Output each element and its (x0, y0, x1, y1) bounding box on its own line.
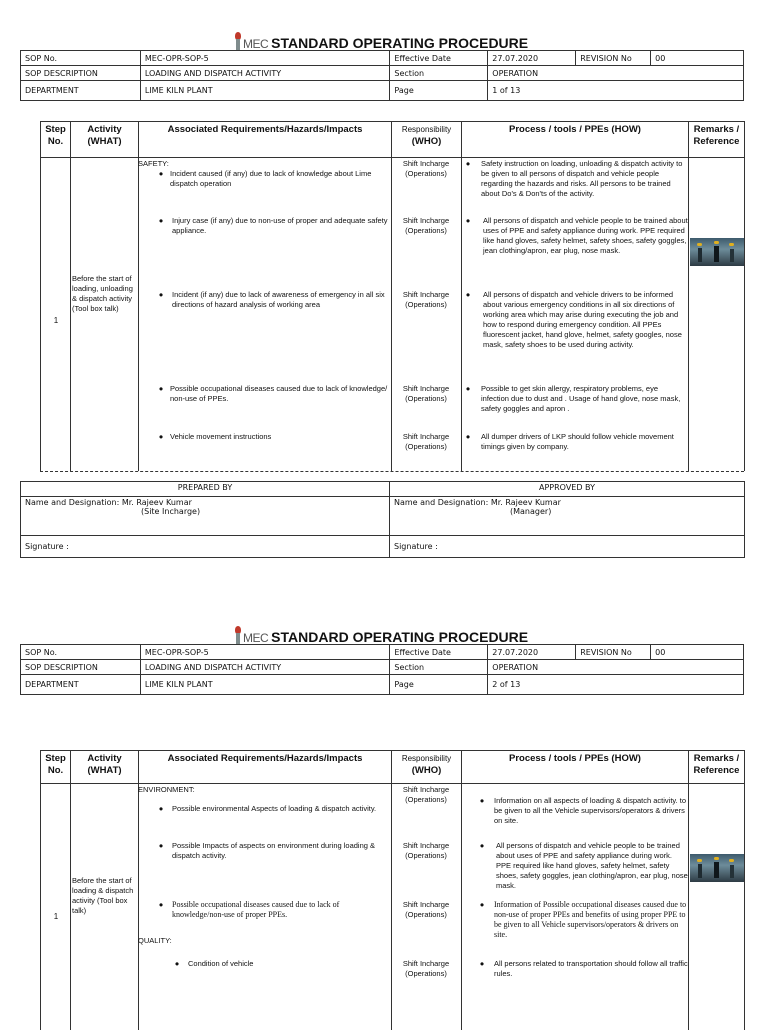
category-quality: QUALITY: (138, 936, 172, 946)
section-value: OPERATION (488, 660, 744, 675)
revision-label: REVISION No (576, 51, 651, 66)
sop-description-value: LOADING AND DISPATCH ACTIVITY (140, 66, 390, 81)
responsibility-text: Shift Incharge (Operations) (392, 384, 460, 404)
category-environment: ENVIRONMENT: (138, 785, 195, 795)
bullet-icon: ● (462, 384, 474, 414)
page-label: Page (390, 675, 488, 695)
activity-cell (71, 158, 139, 472)
document-title (234, 26, 528, 50)
revision-label: REVISION No (576, 645, 651, 660)
responsibility-cell (392, 784, 462, 1030)
bullet-icon: ● (476, 841, 488, 891)
company-logo: MEC (234, 32, 268, 50)
requirement-item: ● Vehicle movement instructions (155, 432, 391, 442)
department-value: LIME KILN PLANT (140, 81, 390, 101)
responsibility-cell (392, 158, 462, 472)
process-item: ● Information of Possible occupational diseases caused due to non-use of proper PPEs and benefits of using proper PPE to be given to all Vehicle supervisors/operators & drivers on site. (476, 900, 688, 940)
signoff-table (20, 481, 745, 558)
chimney-flame-icon (234, 626, 242, 644)
bullet-icon: ● (462, 290, 474, 350)
activity-text: Before the start of loading, unloading & dispatch activity (Tool box talk) (71, 274, 139, 314)
requirement-item: ● Possible environmental Aspects of loading & dispatch activity. (155, 804, 391, 814)
bullet-icon: ● (476, 900, 488, 940)
requirement-item: ● Possible occupational diseases caused due to lack of knowledge/non-use of proper PPEs. (155, 900, 391, 920)
sop-no-label: SOP No. (21, 51, 141, 66)
step-number: 1 (41, 912, 71, 922)
requirement-item: ● Possible Impacts of aspects on environment during loading & dispatch activity. (155, 841, 391, 861)
responsibility-text: Shift Incharge (Operations) (392, 159, 460, 179)
step-cell (41, 158, 71, 472)
approved-signature: Signature : (390, 536, 745, 558)
sop-description-value: LOADING AND DISPATCH ACTIVITY (140, 660, 390, 675)
process-item: ● All persons of dispatch and vehicle people to be trained about uses of PPE and safety appliance during work. PPE required like hand gloves, safety helmet, safety shoes, safety goggles, jean clothing/apron, ear plug, nose mask. (462, 216, 688, 256)
prepared-signature: Signature : (21, 536, 390, 558)
col-activity: Activity (WHAT) (71, 751, 139, 784)
sop-description-label: SOP DESCRIPTION (21, 660, 141, 675)
page-break-divider (40, 471, 744, 472)
bullet-icon: ● (476, 796, 488, 826)
section-label: Section (390, 66, 488, 81)
activity-text: Before the start of loading & dispatch activity (Tool box talk) (71, 876, 139, 916)
title-text: STANDARD OPERATING PROCEDURE (271, 630, 528, 644)
responsibility-text: Shift Incharge (Operations) (392, 959, 460, 979)
reference-photo (690, 238, 744, 266)
col-remarks: Remarks / Reference (689, 751, 745, 784)
col-process: Process / tools / PPEs (HOW) (462, 122, 689, 158)
process-item: ● Possible to get skin allergy, respiratory problems, eye infection due to dust and . Usage of hand glove, nose mask, safety goggles and apron . (462, 384, 688, 414)
col-requirements: Associated Requirements/Hazards/Impacts (139, 122, 392, 158)
page-value: 2 of 13 (488, 675, 744, 695)
reference-photo (690, 854, 744, 882)
step-cell (41, 784, 71, 1030)
process-item: ● All dumper drivers of LKP should follow vehicle movement timings given by company. (462, 432, 688, 452)
bullet-icon: ● (155, 804, 167, 814)
category-safety: SAFETY: (138, 159, 169, 169)
page-label: Page (390, 81, 488, 101)
page-value: 1 of 13 (488, 81, 744, 101)
requirement-item: ● Incident caused (if any) due to lack of knowledge about Lime dispatch operation (155, 169, 391, 189)
process-item: ● All persons of dispatch and vehicle drivers to be informed about various emergency conditions in all six directions of working area which may arise during executing the job and how to respond during emergency condition. All PPEs fluorescent jacket, hand glove, helmet, safety googles, nose mask, safety shoes to be used during activity. (462, 290, 688, 350)
col-responsibility: Responsibility (WHO) (392, 751, 462, 784)
process-item: ● Information on all aspects of loading & dispatch activity. to be given to all the Vehicle supervisors/operators & drivers on site. (476, 796, 688, 826)
col-remarks: Remarks / Reference (689, 122, 745, 158)
process-cell (462, 784, 689, 1030)
process-cell (462, 158, 689, 472)
requirement-item: ● Condition of vehicle (171, 959, 391, 969)
bullet-icon: ● (462, 216, 474, 256)
title-text: STANDARD OPERATING PROCEDURE (271, 36, 528, 50)
process-item: ● All persons of dispatch and vehicle people to be trained about uses of PPE and safety appliance during work. PPE required like hand gloves, safety helmet, safety shoes, safety goggles, jean clothing/apron, ear plug, nose mask. (476, 841, 688, 891)
effective-date-value: 27.07.2020 (488, 645, 576, 660)
department-label: DEPARTMENT (21, 81, 141, 101)
activity-cell (71, 784, 139, 1030)
remarks-cell (689, 784, 745, 1030)
bullet-icon: ● (171, 959, 183, 969)
sop-header-table (20, 50, 744, 101)
bullet-icon: ● (155, 841, 167, 861)
sop-header-table (20, 644, 744, 695)
revision-value: 00 (651, 645, 744, 660)
bullet-icon: ● (155, 432, 167, 442)
col-process: Process / tools / PPEs (HOW) (462, 751, 689, 784)
col-responsibility: Responsibility (WHO) (392, 122, 462, 158)
document-title (234, 620, 528, 644)
responsibility-text: Shift Incharge (Operations) (392, 900, 460, 920)
bullet-icon: ● (476, 959, 488, 979)
responsibility-text: Shift Incharge (Operations) (392, 216, 460, 236)
department-value: LIME KILN PLANT (140, 675, 390, 695)
process-item: ● Safety instruction on loading, unloading & dispatch activity to be given to all persons of dispatch and vehicle people regarding the hazards and risks. All persons to be trained about Do's & Don'ts of the activity. (462, 159, 688, 199)
effective-date-label: Effective Date (390, 51, 488, 66)
responsibility-text: Shift Incharge (Operations) (392, 432, 460, 452)
bullet-icon: ● (155, 900, 167, 920)
sop-no-label: SOP No. (21, 645, 141, 660)
requirements-cell (139, 784, 392, 1030)
prepared-by-name: Name and Designation: Mr. Rajeev Kumar (Site Incharge) (21, 497, 390, 536)
bullet-icon: ● (462, 432, 474, 452)
requirement-item: ● Incident (if any) due to lack of awareness of emergency in all six directions of hazard analysis of working area (155, 290, 391, 310)
bullet-icon: ● (155, 169, 167, 189)
approved-by-heading: APPROVED BY (390, 482, 745, 497)
prepared-by-heading: PREPARED BY (21, 482, 390, 497)
company-logo: MEC (234, 626, 268, 644)
sop-no-value: MEC-OPR-SOP-5 (140, 645, 390, 660)
effective-date-value: 27.07.2020 (488, 51, 576, 66)
col-step: Step No. (41, 122, 71, 158)
responsibility-text: Shift Incharge (Operations) (392, 785, 460, 805)
chimney-flame-icon (234, 32, 242, 50)
sop-description-label: SOP DESCRIPTION (21, 66, 141, 81)
bullet-icon: ● (155, 290, 167, 310)
col-requirements: Associated Requirements/Hazards/Impacts (139, 751, 392, 784)
section-label: Section (390, 660, 488, 675)
procedure-table (40, 750, 745, 1030)
section-value: OPERATION (488, 66, 744, 81)
col-activity: Activity (WHAT) (71, 122, 139, 158)
revision-value: 00 (651, 51, 744, 66)
col-step: Step No. (41, 751, 71, 784)
responsibility-text: Shift Incharge (Operations) (392, 290, 460, 310)
process-item: ● All persons related to transportation should follow all traffic rules. (476, 959, 688, 979)
department-label: DEPARTMENT (21, 675, 141, 695)
requirement-item: ● Injury case (if any) due to non-use of proper and adequate safety appliance. (155, 216, 391, 236)
requirement-item: ● Possible occupational diseases caused due to lack of knowledge/ non-use of PPEs. (155, 384, 391, 404)
sop-no-value: MEC-OPR-SOP-5 (140, 51, 390, 66)
remarks-cell (689, 158, 745, 472)
bullet-icon: ● (155, 384, 167, 404)
bullet-icon: ● (155, 216, 167, 236)
step-number: 1 (41, 316, 71, 326)
approved-by-name: Name and Designation: Mr. Rajeev Kumar (Manager) (390, 497, 745, 536)
bullet-icon: ● (462, 159, 474, 199)
responsibility-text: Shift Incharge (Operations) (392, 841, 460, 861)
procedure-table (40, 121, 745, 471)
requirements-cell (139, 158, 392, 472)
effective-date-label: Effective Date (390, 645, 488, 660)
